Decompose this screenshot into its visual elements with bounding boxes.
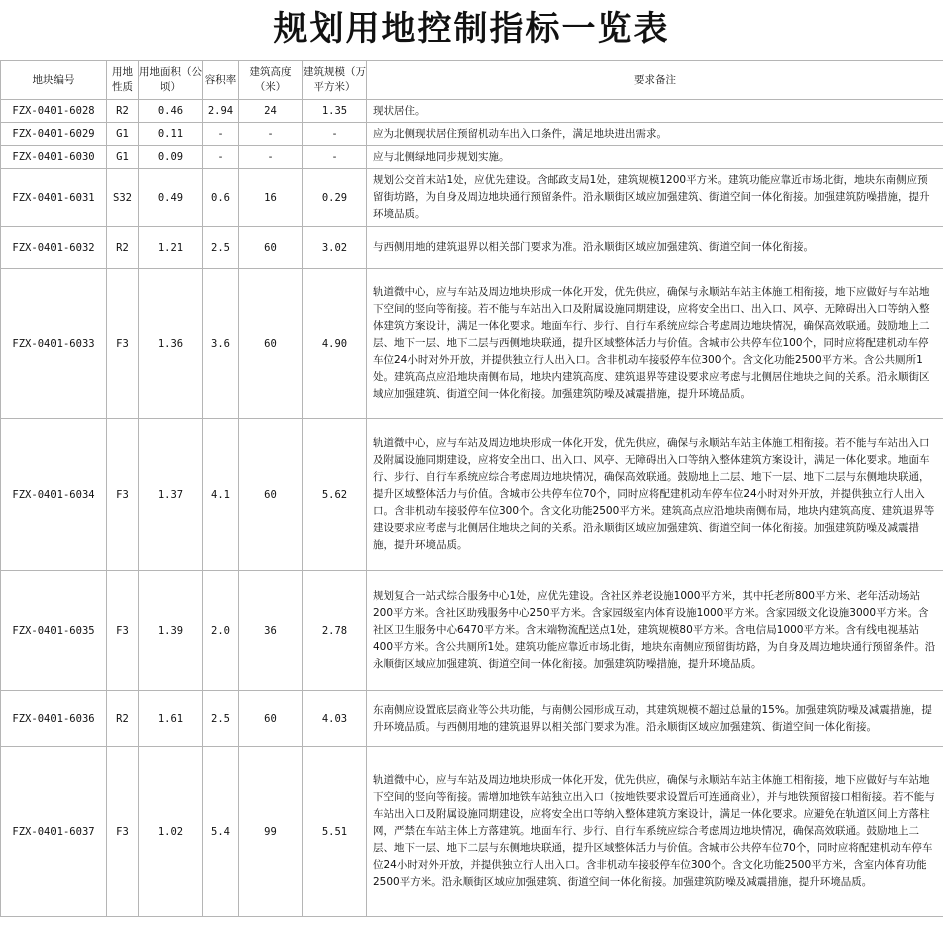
cell-notes: 应为北侧现状居住预留机动车出入口条件，满足地块进出需求。	[367, 123, 943, 146]
cell-height: 24	[239, 100, 303, 123]
cell-area: 0.49	[139, 169, 203, 227]
cell-scale: -	[303, 123, 367, 146]
header-code: 地块编号	[1, 61, 107, 100]
header-notes: 要求备注	[367, 61, 943, 100]
cell-far: 2.0	[203, 571, 239, 691]
table-row	[1, 747, 943, 917]
cell-area: 1.39	[139, 571, 203, 691]
cell-area: 1.02	[139, 747, 203, 917]
cell-height: 60	[239, 227, 303, 269]
cell-notes: 轨道微中心，应与车站及周边地块形成一体化开发，优先供应，确保与永顺站车站主体施工相衔接。若不能与车站出入口及附属设施同期建设，应将安全出口、出入口、风亭、无障碍出入口等纳入整体建筑方案设计，满足一体化要求。地面车行、步行、自行车系统应综合考虑周边地块情况，确保高效联通。鼓励地上二层、地下一层、地下二层与东侧地块联通，提升区域整体活力与价值。含城市公共停车位70个，同时应将配建机动车停车位24小时对外开放，并提供独立行人出入口。含非机动车接驳停车位300个。含文化功能2500平方米。建筑高点应沿地块南侧布局，地块内建筑高度、建筑退界等建设要求应考虑与北侧居住地块之间的关系。沿永顺街区域应加强建筑、街道空间一体化衔接。加强建筑防噪及减震措施，提升环境品质。	[367, 419, 943, 571]
table-row	[1, 419, 943, 571]
cell-code: FZX-0401-6033	[1, 269, 107, 419]
cell-use: G1	[107, 123, 139, 146]
cell-code: FZX-0401-6030	[1, 146, 107, 169]
cell-notes: 轨道微中心，应与车站及周边地块形成一体化开发，优先供应，确保与永顺站车站主体施工相衔接，地下应做好与车站地下空间的竖向等衔接。需增加地铁车站独立出入口（按地铁要求设置后可连通商业），并与地铁预留接口相衔接。若不能与车站出入口及附属设施同期建设，应将安全出口等纳入整体建筑方案设计，满足一体化要求。应避免在轨道区间上方落柱网，严禁在车站主体上方落建筑。地面车行、步行、自行车系统应综合考虑周边地块情况，确保高效联通。鼓励地上二层、地下一层、地下二层与东侧地块联通，提升区域整体活力与价值。含城市公共停车位70个，同时应将配建机动车停车位24小时对外开放，并提供独立行人出入口。含非机动车接驳停车位300个。含文化功能2500平方米，含室内体育功能2500平方米。沿永顺街区域应加强建筑、街道空间一体化衔接。加强建筑防噪及减震措施，提升环境品质。	[367, 747, 943, 917]
cell-use: R2	[107, 227, 139, 269]
cell-scale: -	[303, 146, 367, 169]
cell-height: -	[239, 123, 303, 146]
cell-scale: 2.78	[303, 571, 367, 691]
cell-use: F3	[107, 747, 139, 917]
table-row	[1, 100, 943, 123]
header-far: 容积率	[203, 61, 239, 100]
table-row	[1, 571, 943, 691]
cell-code: FZX-0401-6036	[1, 691, 107, 747]
cell-notes: 与西侧用地的建筑退界以相关部门要求为准。沿永顺街区域应加强建筑、街道空间一体化衔接。	[367, 227, 943, 269]
table-row	[1, 691, 943, 747]
cell-code: FZX-0401-6032	[1, 227, 107, 269]
cell-use: F3	[107, 419, 139, 571]
cell-far: 2.5	[203, 227, 239, 269]
cell-height: -	[239, 146, 303, 169]
cell-height: 99	[239, 747, 303, 917]
cell-far: 2.5	[203, 691, 239, 747]
cell-far: 3.6	[203, 269, 239, 419]
cell-notes: 现状居住。	[367, 100, 943, 123]
cell-height: 36	[239, 571, 303, 691]
cell-notes: 轨道微中心，应与车站及周边地块形成一体化开发，优先供应，确保与永顺站车站主体施工相衔接，地下应做好与车站地下空间的竖向等衔接。若不能与车站出入口及附属设施同期建设，应将安全出口、出入口、风亭、无障碍出入口等纳入整体建筑方案设计，满足一体化要求。地面车行、步行、自行车系统应综合考虑周边地块情况，确保高效联通。鼓励地上二层、地下一层、地下二层与西侧地块联通，提升区域整体活力与价值。含城市公共停车位100个，同时应将配建机动车停车位24小时对外开放，并提供独立行人出入口。含非机动车接驳停车位300个。含文化功能2500平方米。含公共厕所1处。建筑高点应沿地块南侧布局，地块内建筑高度、建筑退界等建设要求应考虑与北侧居住地块之间的关系。沿永顺街区域应加强建筑、街道空间一体化衔接。加强建筑防噪及减震措施，提升环境品质。	[367, 269, 943, 419]
cell-notes: 规划复合一站式综合服务中心1处，应优先建设。含社区养老设施1000平方米，其中托老所800平方米、老年活动场站200平方米。含社区助残服务中心250平方米。含家园级室内体育设施1000平方米。含家园级文化设施3000平方米。含社区卫生服务中心6470平方米。含末端物流配送点1处，建筑规模80平方米。含电信局1000平方米。含有线电视基站400平方米。含公共厕所1处。建筑功能应靠近市场北街，地块东南侧应预留街坊路，为自身及周边地块通行预留条件。沿永顺街区域应加强建筑、街道空间一体化衔接。加强建筑防噪措施，提升环境品质。	[367, 571, 943, 691]
cell-use: R2	[107, 691, 139, 747]
cell-area: 1.61	[139, 691, 203, 747]
cell-use: F3	[107, 571, 139, 691]
cell-far: -	[203, 123, 239, 146]
cell-area: 0.09	[139, 146, 203, 169]
cell-scale: 5.62	[303, 419, 367, 571]
cell-use: G1	[107, 146, 139, 169]
cell-notes: 应与北侧绿地同步规划实施。	[367, 146, 943, 169]
cell-notes: 东南侧应设置底层商业等公共功能，与南侧公园形成互动，其建筑规模不超过总量的15%。加强建筑防噪及减震措施，提升环境品质。与西侧用地的建筑退界以相关部门要求为准。沿永顺街区域应加强建筑、街道空间一体化衔接。	[367, 691, 943, 747]
cell-code: FZX-0401-6037	[1, 747, 107, 917]
cell-far: -	[203, 146, 239, 169]
cell-area: 0.11	[139, 123, 203, 146]
cell-far: 2.94	[203, 100, 239, 123]
cell-area: 0.46	[139, 100, 203, 123]
table-row	[1, 146, 943, 169]
cell-code: FZX-0401-6029	[1, 123, 107, 146]
cell-code: FZX-0401-6028	[1, 100, 107, 123]
cell-far: 0.6	[203, 169, 239, 227]
cell-use: R2	[107, 100, 139, 123]
cell-code: FZX-0401-6034	[1, 419, 107, 571]
cell-scale: 0.29	[303, 169, 367, 227]
header-scale: 建筑规模（万平方米）	[303, 61, 367, 100]
cell-height: 60	[239, 269, 303, 419]
cell-scale: 5.51	[303, 747, 367, 917]
cell-scale: 4.03	[303, 691, 367, 747]
cell-area: 1.21	[139, 227, 203, 269]
cell-height: 60	[239, 419, 303, 571]
cell-code: FZX-0401-6035	[1, 571, 107, 691]
table-row	[1, 227, 943, 269]
cell-height: 60	[239, 691, 303, 747]
cell-area: 1.36	[139, 269, 203, 419]
page-title: 规划用地控制指标一览表	[273, 9, 670, 49]
cell-notes: 规划公交首末站1处，应优先建设。含邮政支局1处，建筑规模1200平方米。建筑功能应靠近市场北街，地块东南侧应预留街坊路，为自身及周边地块通行预留条件。沿永顺街区域应加强建筑、街道空间一体化衔接。加强建筑防噪措施，提升环境品质。	[367, 169, 943, 227]
cell-scale: 1.35	[303, 100, 367, 123]
cell-height: 16	[239, 169, 303, 227]
header-use: 用地性质	[107, 61, 139, 100]
cell-scale: 4.90	[303, 269, 367, 419]
table-row	[1, 269, 943, 419]
cell-area: 1.37	[139, 419, 203, 571]
header-area: 用地面积（公顷）	[139, 61, 203, 100]
cell-code: FZX-0401-6031	[1, 169, 107, 227]
table-row	[1, 123, 943, 146]
cell-use: S32	[107, 169, 139, 227]
table-header-row	[1, 61, 943, 100]
cell-scale: 3.02	[303, 227, 367, 269]
cell-far: 4.1	[203, 419, 239, 571]
header-height: 建筑高度（米）	[239, 61, 303, 100]
cell-far: 5.4	[203, 747, 239, 917]
land-use-table	[0, 60, 943, 917]
table-row	[1, 169, 943, 227]
cell-use: F3	[107, 269, 139, 419]
